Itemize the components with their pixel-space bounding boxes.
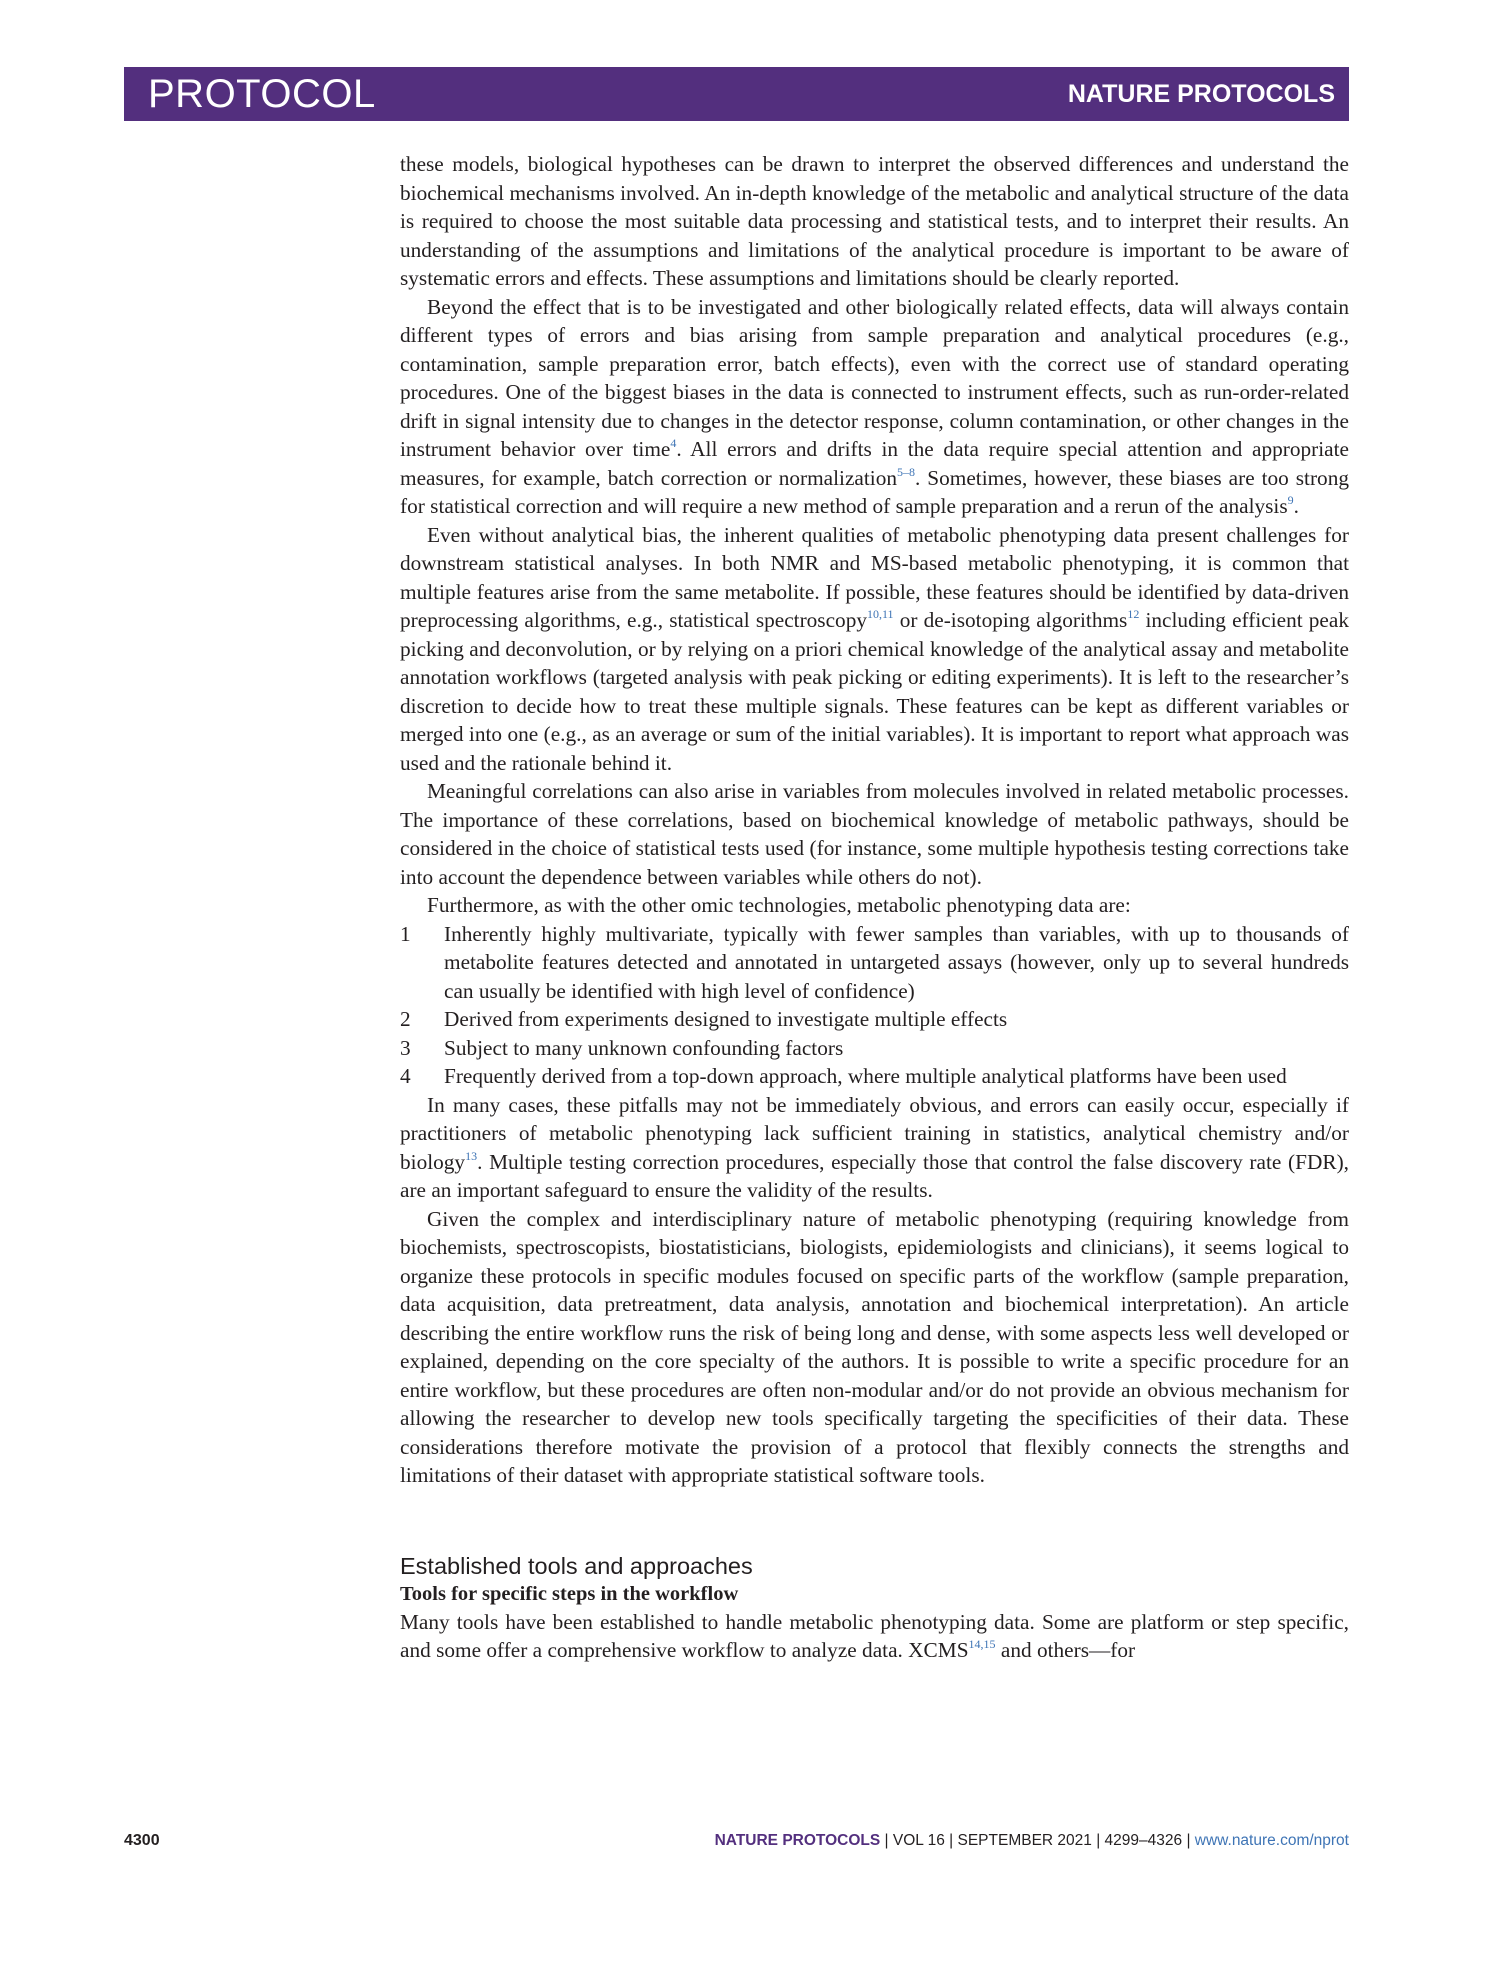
reference-citation[interactable]: 4 bbox=[670, 436, 677, 450]
list-item-number: 4 bbox=[400, 1064, 411, 1088]
paragraph-text: . Sometimes, however, these biases are too strong for statistical correction and will require a new method of sample preparation and a rerun of the analysis bbox=[400, 465, 1350, 518]
paragraph-text: . bbox=[1293, 494, 1299, 518]
header-journal-name: NATURE PROTOCOLS bbox=[1067, 80, 1335, 108]
paragraph-text: these models, biological hypotheses can be drawn to interpret the observed differences and understand the biochemical mechanisms involved. An in-depth knowledge of the metabolic and analytical structure of the data is required to choose the most suitable data processing and statistical tests, and to interpret their results. An understanding of the assumptions and limitations of the analytical procedure is important to be aware of systematic errors and effects. These assumptions and limitations should be clearly reported. bbox=[400, 152, 1349, 290]
reference-citation[interactable]: 14,15 bbox=[968, 1637, 996, 1651]
paragraph-text: and others—for bbox=[995, 1638, 1136, 1662]
list-item-number: 1 bbox=[400, 921, 411, 946]
paragraph-text: Furthermore, as with the other omic technologies, metabolic phenotyping data are: bbox=[427, 893, 1131, 917]
section-heading: Established tools and approaches bbox=[400, 1552, 753, 1579]
header-label: PROTOCOL bbox=[148, 72, 376, 116]
footer-pages: 4299–4326 bbox=[1104, 1832, 1183, 1849]
body-paragraph bbox=[400, 891, 1349, 920]
paragraph-text: . All errors and drifts in the data require special attention and appropriate measures, for example, batch correction or normalization bbox=[400, 437, 1349, 490]
list-item bbox=[400, 1062, 1349, 1091]
paragraph-text: Meaningful correlations can also arise in variables from molecules involved in related metabolic processes. The importance of these correlations, based on biochemical knowledge of metabolic pathways, should be considered in the choice of statistical tests used (for instance, some multiple hypothesis testing corrections take into account the dependence between variables while others do not). bbox=[400, 779, 1349, 889]
body-paragraph bbox=[400, 150, 1349, 293]
paragraph-text: Given the complex and interdisciplinary nature of metabolic phenotyping (requiring knowledge from biochemists, spectroscopists, biostatisticians, biologists, epidemiologists and clinicians), it seems logical to organize these protocols in specific modules focused on specific parts of the workflow (sample preparation, data acquisition, data pretreatment, data analysis, annotation and biochemical interpretation). An article describing the entire workflow runs the risk of being long and dense, with some aspects less well developed or explained, depending on the core specialty of the authors. It is possible to write a specific procedure for an entire workflow, but these procedures are often non-modular and/or do not provide an obvious mechanism for allowing the researcher to develop new tools specifically targeting the specificities of their data. These considerations therefore motivate the provision of a protocol that flexibly connects the strengths and limitations of their dataset with appropriate statistical software tools. bbox=[400, 1206, 1349, 1487]
characteristics-list bbox=[400, 920, 1349, 1091]
reference-citation[interactable]: 5–8 bbox=[897, 464, 916, 479]
subsection-heading: Tools for specific steps in the workflow bbox=[400, 1582, 739, 1605]
paragraph-text: . Multiple testing correction procedures, especially those that control the false discovery rate (FDR), are an important safeguard to ensure the validity of the results. bbox=[400, 1149, 1349, 1202]
list-item bbox=[400, 920, 1349, 1006]
body-paragraph bbox=[400, 1205, 1349, 1490]
list-item-text: Derived from experiments designed to investigate multiple effects bbox=[444, 1007, 1008, 1031]
footer-date: SEPTEMBER 2021 bbox=[957, 1832, 1092, 1849]
list-item-text: Inherently highly multivariate, typically with fewer samples than variables, with up to thousands of metabolite features detected and annotated in untargeted assays (however, only up to several hundreds can usually be identified with high level of confidence) bbox=[444, 921, 1349, 1003]
list-item-text: Subject to many unknown confounding factors bbox=[444, 1035, 844, 1060]
paragraph-text: In many cases, these pitfalls may not be immediately obvious, and errors can easily occur, especially if practitioners of metabolic phenotyping lack sufficient training in statistics, analytical chemistry and/or biology bbox=[400, 1092, 1349, 1174]
body-paragraph bbox=[400, 1091, 1349, 1205]
page-number: 4300 bbox=[124, 1832, 160, 1849]
body-paragraph bbox=[400, 293, 1349, 521]
body-paragraph bbox=[400, 1608, 1349, 1665]
main-text-column bbox=[400, 150, 1349, 1665]
list-item bbox=[400, 1005, 1349, 1034]
body-paragraph bbox=[400, 777, 1349, 891]
paragraph-text: Beyond the effect that is to be investigated and other biologically related effects, data will always contain different types of errors and bias arising from sample preparation and analytical procedures (e.g., contamination, sample preparation error, batch effects), even with the correct use of standard operating procedures. One of the biggest biases in the data is connected to instrument effects, such as run-order-related drift in signal intensity due to changes in the detector response, column contamination, or other changes in the instrument behavior over time bbox=[400, 294, 1349, 461]
footer-volume: VOL 16 bbox=[892, 1832, 945, 1849]
paragraph-text: Many tools have been established to handle metabolic phenotyping data. Some are platform or step specific, and some offer a comprehensive workflow to analyze data. XCMS bbox=[400, 1609, 1349, 1662]
reference-citation[interactable]: 13 bbox=[465, 1148, 478, 1163]
list-item-number: 2 bbox=[400, 1007, 411, 1031]
list-item bbox=[400, 1034, 1349, 1063]
list-item-text: Frequently derived from a top-down approach, where multiple analytical platforms have been used bbox=[444, 1064, 1287, 1088]
footer-citation: NATURE PROTOCOLS | VOL 16 | SEPTEMBER 2021 | 4299–4326 | www.nature.com/nprot bbox=[714, 1832, 1349, 1849]
footer-journal-name: NATURE PROTOCOLS bbox=[714, 1832, 881, 1849]
footer-url-link[interactable]: www.nature.com/nprot bbox=[1194, 1832, 1349, 1849]
reference-citation[interactable]: 9 bbox=[1287, 493, 1294, 507]
body-paragraph bbox=[400, 521, 1349, 778]
paragraph-text: or de-isotoping algorithms bbox=[893, 608, 1128, 632]
reference-citation[interactable]: 10,11 bbox=[867, 607, 894, 621]
header-bar bbox=[124, 67, 1349, 121]
paragraph-text: including efficient peak picking and deconvolution, or by relying on a priori chemical knowledge of the analytical assay and metabolite annotation workflows (targeted analysis with peak picking or editing experiments). It is left to the researcher’s discretion to decide how to treat these multiple signals. These features can be kept as different variables or merged into one (e.g., as an average or sum of the initial variables). It is important to report what approach was used and the rationale behind it. bbox=[400, 608, 1349, 775]
reference-citation[interactable]: 12 bbox=[1127, 607, 1140, 621]
paragraph-text: Even without analytical bias, the inherent qualities of metabolic phenotyping data present challenges for downstream statistical analyses. In both NMR and MS-based metabolic phenotyping, it is common that multiple features arise from the same metabolite. If possible, these features should be identified by data-driven preprocessing algorithms, e.g., statistical spectroscopy bbox=[400, 522, 1349, 632]
list-item-number: 3 bbox=[400, 1035, 411, 1060]
